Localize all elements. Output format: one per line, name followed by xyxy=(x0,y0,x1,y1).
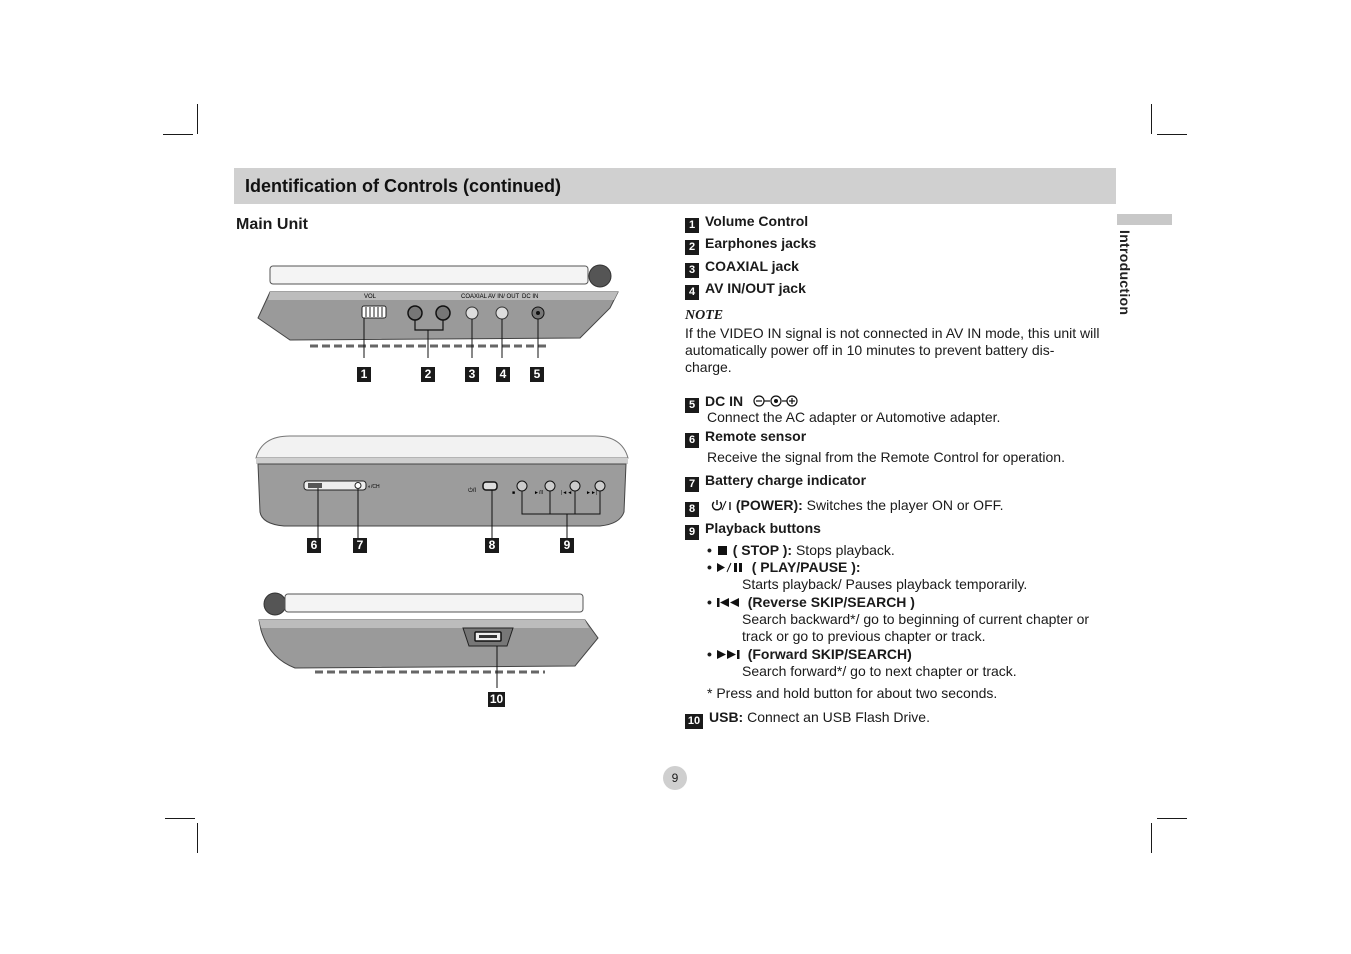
item-number: 8 xyxy=(685,502,699,517)
dc-polarity-icon xyxy=(753,395,799,407)
item-label: Volume Control xyxy=(705,213,809,229)
item-10-description: Connect an USB Flash Drive. xyxy=(747,709,930,725)
item-label: COAXIAL jack xyxy=(705,258,799,274)
crop-mark xyxy=(197,104,198,134)
item-number: 5 xyxy=(685,398,699,413)
crop-mark xyxy=(197,823,198,853)
page-number: 9 xyxy=(663,766,687,790)
callout-4: 4 xyxy=(496,367,510,382)
control-item-9 xyxy=(685,520,821,540)
item-number: 3 xyxy=(685,263,699,278)
footnote: * Press and hold button for about two seconds. xyxy=(707,685,998,701)
play-pause-label: ( PLAY/PAUSE ): xyxy=(751,559,861,575)
control-item-1 xyxy=(685,213,808,233)
control-item-4 xyxy=(685,280,806,300)
play-pause-icon xyxy=(716,562,748,573)
item-number: 7 xyxy=(685,477,699,492)
section-header-bar xyxy=(234,168,1116,204)
side-tab-marker xyxy=(1117,214,1172,225)
item-number: 2 xyxy=(685,240,699,255)
item-label: DC IN xyxy=(705,393,744,409)
callout-6: 6 xyxy=(307,538,321,553)
callout-3: 3 xyxy=(465,367,479,382)
callout-7: 7 xyxy=(353,538,367,553)
svg-text:►►|: ►►| xyxy=(586,490,598,496)
item-5-description: Connect the AC adapter or Automotive adapter. xyxy=(707,409,1001,425)
section-title: Main Unit xyxy=(236,216,308,233)
item-label: AV IN/OUT jack xyxy=(705,280,806,296)
reverse-skip-label: (Reverse SKIP/SEARCH ) xyxy=(747,594,915,610)
play-pause-button-entry xyxy=(707,559,861,576)
item-label: Battery charge indicator xyxy=(705,472,867,488)
item-label: Remote sensor xyxy=(705,428,807,444)
item-label: Earphones jacks xyxy=(705,235,817,251)
page-title: Identification of Controls (continued) xyxy=(245,176,561,196)
forward-skip-description: Search forward*/ go to next chapter or track. xyxy=(742,663,1017,679)
stop-button-entry xyxy=(707,542,895,559)
dc-label: DC IN xyxy=(522,294,539,300)
callout-8: 8 xyxy=(485,538,499,553)
bullet: • xyxy=(707,594,712,610)
crop-mark xyxy=(1151,823,1152,853)
power-icon xyxy=(709,499,733,511)
crop-mark xyxy=(1157,134,1187,135)
callout-10: 10 xyxy=(489,692,504,706)
item-label: USB: xyxy=(709,709,744,725)
crop-mark xyxy=(163,134,193,135)
control-item-8 xyxy=(685,497,1004,517)
item-number: 10 xyxy=(685,714,703,729)
bullet: • xyxy=(707,646,712,662)
control-item-3 xyxy=(685,258,799,278)
control-item-6 xyxy=(685,428,806,448)
av-label: AV IN/ OUT xyxy=(488,294,520,300)
unit-side-view-usb-diagram xyxy=(255,588,605,688)
item-6-description: Receive the signal from the Remote Control for operation. xyxy=(707,449,1065,465)
unit-side-view-top-diagram xyxy=(250,258,630,358)
crop-mark xyxy=(1151,104,1152,134)
item-8-description: Switches the player ON or OFF. xyxy=(806,497,1004,513)
callout-5: 5 xyxy=(530,367,544,382)
callout-1: 1 xyxy=(357,367,371,382)
item-label: (POWER): xyxy=(735,497,803,513)
svg-text:■: ■ xyxy=(512,490,516,496)
play-pause-description: Starts playback/ Pauses playback temporarily. xyxy=(742,576,1028,592)
coaxial-label: COAXIAL xyxy=(461,294,488,300)
reverse-skip-description-line2: track or go to previous chapter or track. xyxy=(742,628,986,644)
forward-skip-label: (Forward SKIP/SEARCH) xyxy=(747,646,912,662)
item-number: 1 xyxy=(685,218,699,233)
callout-2: 2 xyxy=(421,367,435,382)
item-number: 9 xyxy=(685,525,699,540)
crop-mark xyxy=(165,818,195,819)
crop-mark xyxy=(1157,818,1187,819)
forward-skip-icon xyxy=(716,649,744,660)
stop-description: Stops playback. xyxy=(795,542,895,558)
side-tab-label: Introduction xyxy=(1117,230,1133,316)
reverse-skip-entry xyxy=(707,594,915,611)
item-number: 6 xyxy=(685,433,699,448)
svg-text:⏻/I: ⏻/I xyxy=(468,488,477,494)
reverse-skip-description-line1: Search backward*/ go to beginning of current chapter or xyxy=(742,611,1090,627)
callout-9: 9 xyxy=(560,538,574,553)
vol-label: VOL xyxy=(364,294,377,300)
item-number: 4 xyxy=(685,285,699,300)
control-item-7 xyxy=(685,472,866,492)
svg-text:►/II: ►/II xyxy=(534,490,544,496)
bullet: • xyxy=(707,559,712,575)
note-text: If the VIDEO IN signal is not connected in AV IN mode, this unit will automatically power off in 10 minutes to prevent battery dis-charge. xyxy=(685,325,1100,375)
forward-skip-entry xyxy=(707,646,912,663)
control-item-10 xyxy=(685,709,930,729)
stop-label: ( STOP ): xyxy=(732,542,793,558)
reverse-skip-icon xyxy=(716,597,744,608)
svg-text:◐/CH: ◐/CH xyxy=(368,484,380,490)
unit-front-view-diagram xyxy=(250,430,635,540)
item-label: Playback buttons xyxy=(705,520,821,536)
stop-icon xyxy=(718,546,727,555)
svg-text:|◄◄: |◄◄ xyxy=(561,490,573,496)
note-title: NOTE xyxy=(685,308,724,323)
bullet: • xyxy=(707,542,712,558)
control-item-2 xyxy=(685,235,816,255)
